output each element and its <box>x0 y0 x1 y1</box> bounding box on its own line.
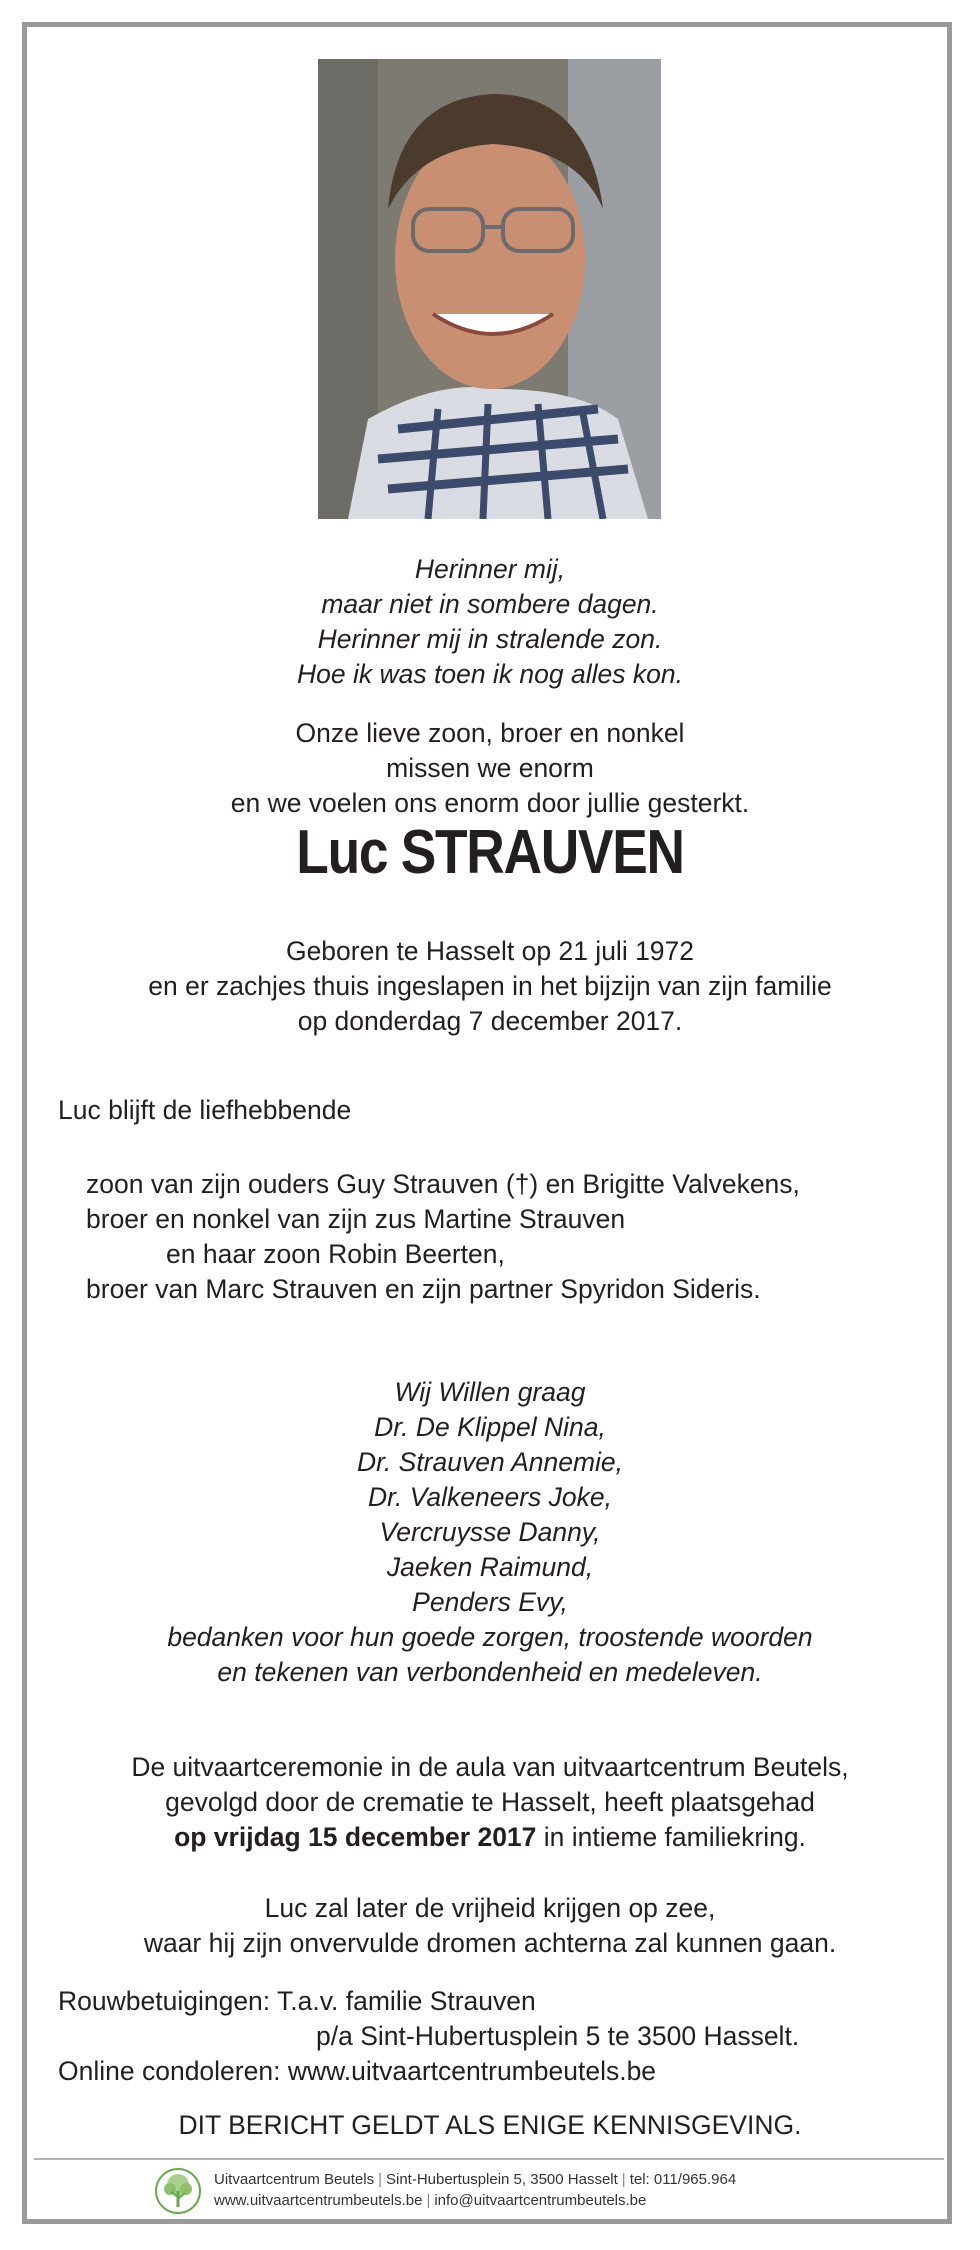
tree-logo-icon <box>154 2167 202 2215</box>
poem-line: Herinner mij, <box>414 554 566 584</box>
online-condolences[interactable]: Online condoleren: www.uitvaartcentrumbeutels.be <box>58 2056 657 2086</box>
notice-text: DIT BERICHT GELDT ALS ENIGE KENNISGEVING. <box>178 2110 802 2140</box>
condolence-label: Rouwbetuigingen: T.a.v. familie Strauven <box>58 1986 536 2016</box>
thanks-line: Penders Evy, <box>412 1587 568 1617</box>
sea-line: waar hij zijn onvervulde dromen achterna zal kunnen gaan. <box>143 1928 837 1958</box>
thanks-line: Dr. Strauven Annemie, <box>356 1447 624 1477</box>
birth-line: Geboren te Hasselt op 21 juli 1972 <box>285 936 695 966</box>
ceremony-rest: in intieme familiekring. <box>536 1822 806 1852</box>
thanks-line: Dr. De Klippel Nina, <box>374 1412 606 1442</box>
intro <box>22 716 958 821</box>
thanks <box>22 1375 958 1690</box>
condolence-address: p/a Sint-Hubertusplein 5 te 3500 Hasselt. <box>316 2021 800 2051</box>
poem-line: Hoe ik was toen ik nog alles kon. <box>297 659 683 689</box>
footer-phone: tel: 011/965.964 <box>629 2171 737 2188</box>
birth-line: en er zachjes thuis ingeslapen in het bijzijn van zijn familie <box>148 971 832 1001</box>
footer-text <box>214 2169 736 2211</box>
thanks-line: Dr. Valkeneers Joke, <box>368 1482 612 1512</box>
family-line: broer en nonkel van zijn zus Martine Strauven <box>86 1204 626 1234</box>
family-line: zoon van zijn ouders Guy Strauven (†) en Brigitte Valvekens, <box>86 1169 800 1199</box>
thanks-line: bedanken voor hun goede zorgen, troostende woorden <box>167 1622 813 1652</box>
ceremony-line: gevolgd door de crematie te Hasselt, heeft plaatsgehad <box>165 1787 815 1817</box>
thanks-line: en tekenen van verbondenheid en medeleven. <box>217 1657 763 1687</box>
remains-intro: Luc blijft de liefhebbende <box>58 1095 352 1125</box>
notice <box>22 2108 958 2143</box>
footer-company: Uitvaartcentrum Beutels <box>214 2171 375 2188</box>
footer-line-1: Uitvaartcentrum Beutels | Sint-Hubertusplein 5, 3500 Hasselt | tel: 011/965.964 <box>214 2171 737 2188</box>
deceased-name: Luc STRAUVEN <box>296 818 684 887</box>
poem <box>22 552 958 692</box>
family-line: en haar zoon Robin Beerten, <box>166 1239 505 1269</box>
ceremony-date: op vrijdag 15 december 2017 <box>174 1822 537 1852</box>
sea-line: Luc zal later de vrijheid krijgen op zee, <box>264 1893 716 1923</box>
intro-line: en we voelen ons enorm door jullie gesterkt. <box>230 788 750 818</box>
footer-email[interactable]: info@uitvaartcentrumbeutels.be <box>434 2192 647 2209</box>
thanks-line: Jaeken Raimund, <box>386 1552 594 1582</box>
thanks-line: Wij Willen graag <box>394 1377 586 1407</box>
birth-info <box>22 934 958 1039</box>
portrait-photo <box>318 59 661 519</box>
footer-divider <box>34 2158 944 2160</box>
birth-line: op donderdag 7 december 2017. <box>297 1006 683 1036</box>
family-line: broer van Marc Strauven en zijn partner Spyridon Sideris. <box>86 1274 761 1304</box>
ceremony-line: De uitvaartceremonie in de aula van uitvaartcentrum Beutels, <box>131 1752 849 1782</box>
poem-line: maar niet in sombere dagen. <box>321 589 659 619</box>
footer-website[interactable]: www.uitvaartcentrumbeutels.be <box>214 2192 423 2209</box>
intro-line: missen we enorm <box>386 753 594 783</box>
footer-address: Sint-Hubertusplein 5, 3500 Hasselt <box>385 2171 618 2188</box>
intro-line: Onze lieve zoon, broer en nonkel <box>295 718 685 748</box>
thanks-line: Vercruysse Danny, <box>379 1517 601 1547</box>
ceremony-line <box>22 1820 958 1855</box>
sea-wish <box>22 1891 958 1961</box>
footer-line-2: www.uitvaartcentrumbeutels.be | info@uitvaartcentrumbeutels.be <box>214 2192 647 2209</box>
ceremony <box>22 1750 958 1855</box>
poem-line: Herinner mij in stralende zon. <box>317 624 663 654</box>
